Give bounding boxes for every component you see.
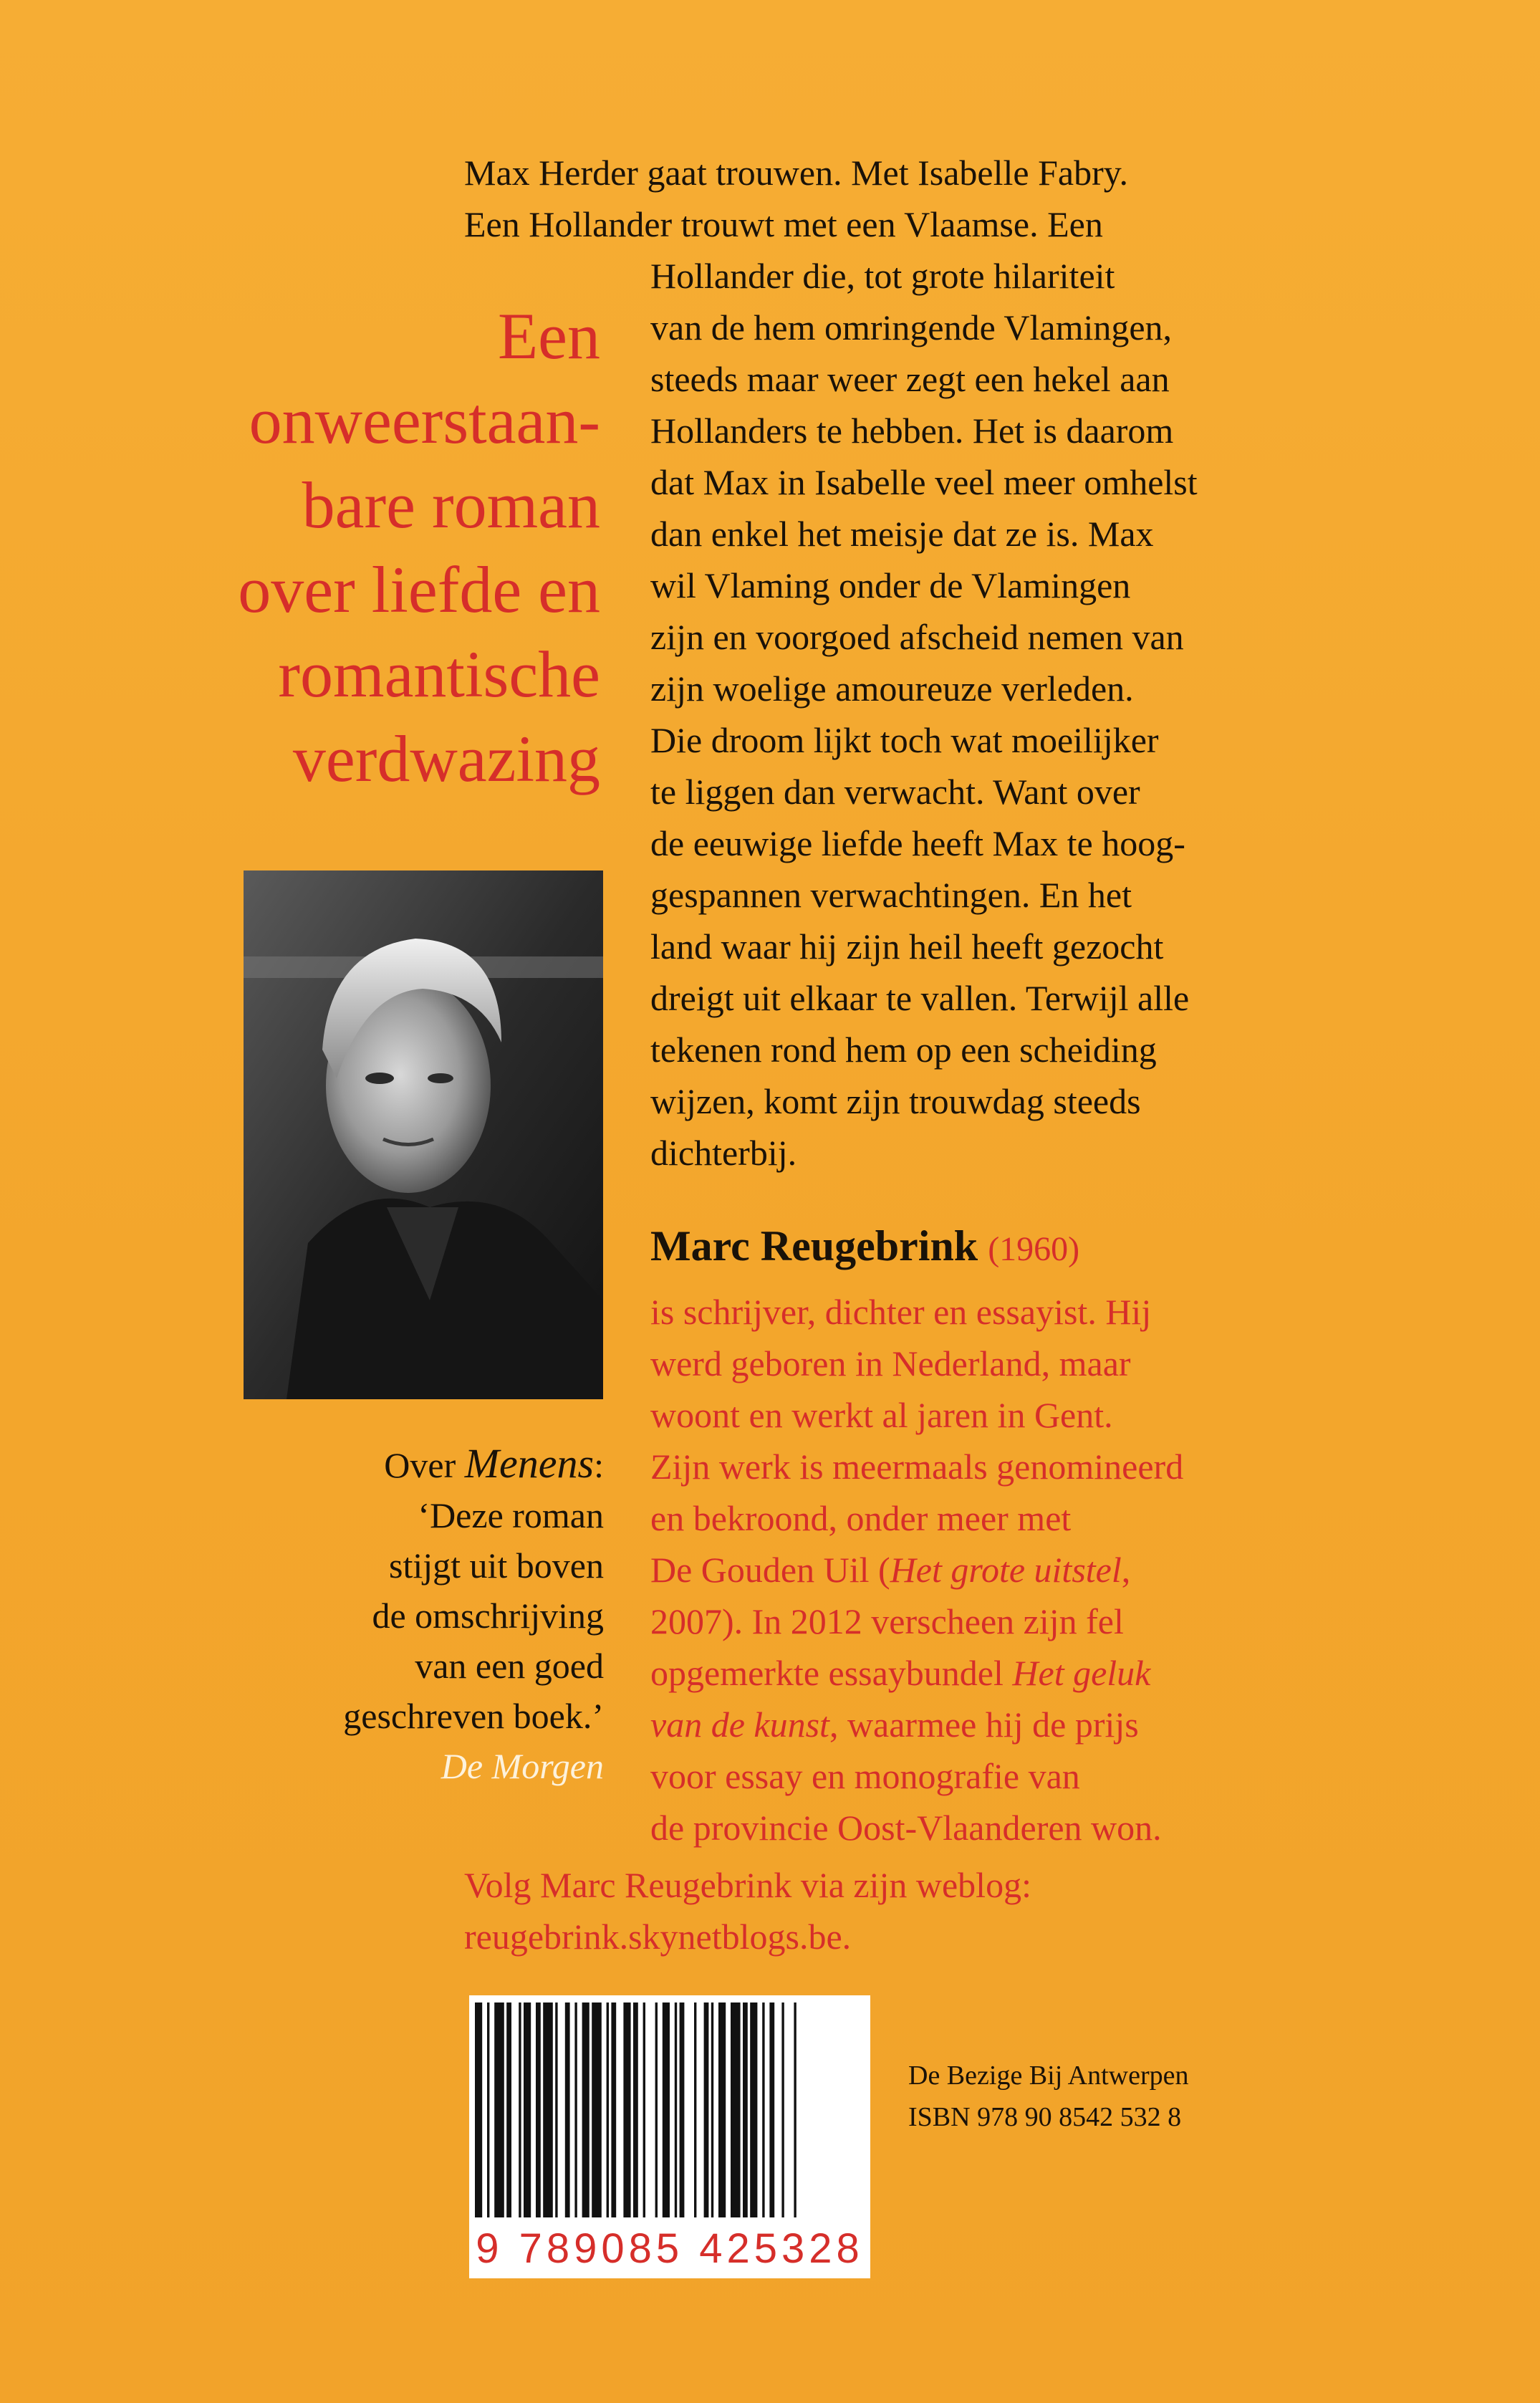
blurb-line: wil Vlaming onder de Vlamingen bbox=[650, 565, 1131, 605]
blurb-line: Hollander die, tot grote hilariteit bbox=[650, 256, 1115, 296]
barcode-bars bbox=[469, 2002, 870, 2232]
quote-line: de omschrijving bbox=[372, 1596, 604, 1636]
quote-source: De Morgen bbox=[441, 1746, 604, 1786]
quote-over: Over bbox=[384, 1445, 465, 1485]
author-birth-year: (1960) bbox=[988, 1230, 1080, 1268]
isbn-number: ISBN 978 90 8542 532 8 bbox=[908, 2102, 1182, 2132]
bio-text: , waarmee hij de prijs bbox=[829, 1704, 1139, 1745]
barcode-bar bbox=[611, 2002, 616, 2217]
blurb-line: dreigt uit elkaar te vallen. Terwijl alle bbox=[650, 978, 1190, 1018]
isbn-barcode bbox=[469, 1995, 870, 2278]
barcode-bar bbox=[711, 2002, 713, 2217]
barcode-bar bbox=[475, 2002, 482, 2217]
blurb-line: van de hem omringende Vlamingen, bbox=[650, 307, 1173, 347]
barcode-bar bbox=[524, 2002, 531, 2217]
tagline bbox=[56, 294, 600, 801]
blurb-line: de eeuwige liefde heeft Max te hoog- bbox=[650, 823, 1185, 863]
author-name bbox=[650, 1222, 1079, 1271]
bio-line: en bekroond, onder meer met bbox=[650, 1498, 1072, 1538]
barcode-bar bbox=[731, 2002, 741, 2217]
bio-book-title: van de kunst bbox=[650, 1704, 829, 1745]
barcode-bar bbox=[582, 2002, 589, 2217]
blurb-line: dan enkel het meisje dat ze is. Max bbox=[650, 514, 1154, 554]
tagline-line: bare roman bbox=[302, 469, 600, 542]
barcode-bar bbox=[536, 2002, 541, 2217]
barcode-bar bbox=[781, 2002, 784, 2217]
barcode-bar bbox=[694, 2002, 696, 2217]
bio-line bbox=[650, 1544, 1474, 1596]
bio-book-title: Het geluk bbox=[1012, 1653, 1151, 1693]
barcode-bar bbox=[680, 2002, 685, 2217]
bio-text: opgemerkte essaybundel bbox=[650, 1653, 1013, 1693]
barcode-bar bbox=[769, 2002, 774, 2217]
blurb-line: te liggen dan verwacht. Want over bbox=[650, 772, 1140, 812]
barcode-bar bbox=[718, 2002, 726, 2217]
bio-line: 2007). In 2012 verscheen zijn fel bbox=[650, 1601, 1124, 1641]
barcode-bar bbox=[543, 2002, 553, 2217]
blurb-line: Die droom lijkt toch wat moeilijker bbox=[650, 720, 1159, 760]
tagline-line: romantische bbox=[278, 638, 600, 711]
barcode-bar bbox=[704, 2002, 709, 2217]
blurb-line: zijn en voorgoed afscheid nemen van bbox=[650, 617, 1184, 657]
imprint bbox=[908, 2055, 1189, 2138]
quote-line: ‘Deze roman bbox=[418, 1495, 604, 1535]
author-portrait-image bbox=[244, 870, 603, 1399]
quote-line: stijgt uit boven bbox=[389, 1545, 604, 1586]
barcode-bar bbox=[750, 2002, 757, 2217]
tagline-line: over liefde en bbox=[238, 553, 600, 626]
blurb-line: tekenen rond hem op een scheiding bbox=[650, 1030, 1157, 1070]
quote-heading bbox=[102, 1439, 604, 1490]
weblog-text: Volg Marc Reugebrink via zijn weblog: bbox=[464, 1865, 1031, 1905]
barcode-bar bbox=[487, 2002, 489, 2217]
blurb-line: land waar hij zijn heil heeft gezocht bbox=[650, 926, 1164, 967]
blurb-line: zijn woelige amoureuze verleden. bbox=[650, 668, 1134, 709]
blurb-line: Hollanders te hebben. Het is daarom bbox=[650, 411, 1174, 451]
quote-colon: : bbox=[594, 1445, 604, 1485]
blurb-line: gespannen verwachtingen. En het bbox=[650, 875, 1132, 915]
weblog-notice bbox=[464, 1859, 1395, 1962]
barcode-bar bbox=[607, 2002, 609, 2217]
barcode-bar bbox=[643, 2002, 645, 2217]
blurb-line: Max Herder gaat trouwen. Met Isabelle Fabry. bbox=[464, 153, 1128, 193]
bio-book-title: Het grote uitstel bbox=[890, 1550, 1122, 1590]
bio-line: woont en werkt al jaren in Gent. bbox=[650, 1395, 1113, 1435]
bio-line: de provincie Oost-Vlaanderen won. bbox=[650, 1808, 1162, 1848]
tagline-line: verdwazing bbox=[292, 722, 600, 795]
barcode-bar bbox=[555, 2002, 557, 2217]
press-quote bbox=[102, 1439, 604, 1791]
quote-book-title: Menens bbox=[464, 1440, 595, 1487]
blurb-line: Een Hollander trouwt met een Vlaamse. Een bbox=[464, 204, 1103, 244]
bio-line: voor essay en monografie van bbox=[650, 1756, 1080, 1796]
weblog-url[interactable]: reugebrink.skynetblogs.be. bbox=[464, 1917, 852, 1957]
barcode-bar bbox=[663, 2002, 670, 2217]
tagline-line: Een bbox=[497, 299, 600, 373]
author-name-text: Marc Reugebrink bbox=[650, 1222, 978, 1270]
bio-text: De Gouden Uil ( bbox=[650, 1550, 890, 1590]
barcode-bar bbox=[565, 2002, 570, 2217]
quote-line: van een goed bbox=[415, 1646, 604, 1686]
barcode-bar bbox=[655, 2002, 658, 2217]
tagline-line: onweerstaan- bbox=[249, 384, 600, 457]
barcode-bar bbox=[519, 2002, 521, 2217]
blurb-line: dat Max in Isabelle veel meer omhelst bbox=[650, 462, 1198, 502]
bio-text: , bbox=[1121, 1550, 1131, 1590]
barcode-digits: 9 789085 425328 bbox=[476, 2225, 864, 2272]
barcode-bar bbox=[633, 2002, 638, 2217]
bio-line: werd geboren in Nederland, maar bbox=[650, 1343, 1131, 1383]
quote-line: geschreven boek.’ bbox=[343, 1696, 604, 1736]
barcode-bar bbox=[506, 2002, 511, 2217]
blurb-line: wijzen, komt zijn trouwdag steeds bbox=[650, 1081, 1141, 1121]
barcode-bar bbox=[743, 2002, 748, 2217]
barcode-bar bbox=[794, 2002, 796, 2217]
bio-line bbox=[650, 1647, 1474, 1699]
author-bio bbox=[650, 1286, 1474, 1853]
barcode-bar bbox=[675, 2002, 677, 2217]
blurb-line: dichterbij. bbox=[650, 1133, 797, 1173]
bio-line: is schrijver, dichter en essayist. Hij bbox=[650, 1292, 1152, 1332]
author-photo bbox=[244, 870, 603, 1399]
barcode-bar bbox=[623, 2002, 630, 2217]
barcode-bar bbox=[494, 2002, 504, 2217]
blurb-line: steeds maar weer zegt een hekel aan bbox=[650, 359, 1170, 399]
bio-line bbox=[650, 1699, 1474, 1750]
barcode-bar bbox=[574, 2002, 577, 2217]
barcode-bar bbox=[592, 2002, 602, 2217]
publisher-name: De Bezige Bij Antwerpen bbox=[908, 2061, 1189, 2091]
barcode-bar bbox=[762, 2002, 764, 2217]
bio-line: Zijn werk is meermaals genomineerd bbox=[650, 1447, 1184, 1487]
